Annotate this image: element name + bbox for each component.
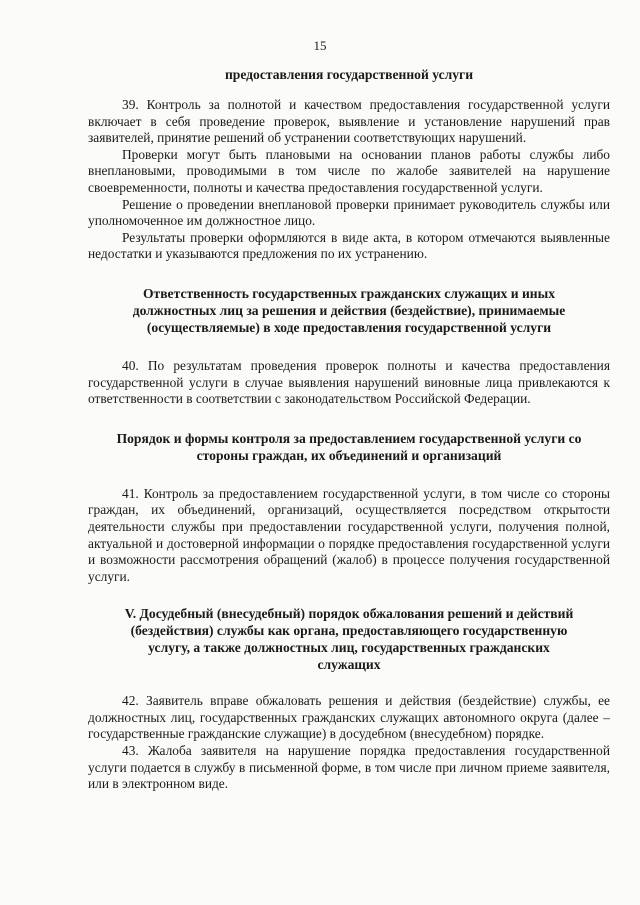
document-body (88, 66, 610, 793)
page-number: 15 (313, 38, 327, 53)
section-heading-pretrial-appeal: V. Досудебный (внесудебный) порядок обжалования решений и действий (бездействия) службы как органа, предоставляющего государственную услугу, а также должностных лиц, государственных гражданских служащих (124, 606, 574, 673)
section-heading-responsibility: Ответственность государственных гражданских служащих и иных должностных лиц за решения и действия (бездействие), принимаемые (осуществляемые) в ходе предоставления государственной услуги (132, 285, 566, 335)
paragraph-39-decision: Решение о проведении внеплановой проверки принимает руководитель службы или уполномоченное им должностное лицо. (88, 196, 610, 229)
paragraph-41: 41. Контроль за предоставлением государственной услуги, в том числе со стороны граждан, их объединений, организаций, осуществляется посредством открытости деятельности службы при предоставлении государственной услуги, получения полной, актуальной и достоверной информации о порядке предоставления государственной услуги и возможности рассмотрения обращений (жалоб) в процессе получения государственной услуги. (88, 485, 610, 584)
paragraph-42: 42. Заявитель вправе обжаловать решения и действия (бездействие) службы, ее должностных лиц, государственных гражданских служащих автономного округа (далее – государственные гражданские служащие) в досудебном (внесудебном) порядке. (88, 693, 610, 742)
heading-continuation: предоставления государственной услуги (224, 67, 474, 82)
paragraph-39-results: Результаты проверки оформляются в виде акта, в котором отмечаются выявленные недостатки и указываются предложения по их устранению. (88, 229, 610, 262)
paragraph-43: 43. Жалоба заявителя на нарушение порядка предоставления государственной услуги подается в службу в письменной форме, в том числе при личном приеме заявителя, или в электронном виде. (88, 743, 610, 792)
paragraph-39-inspections: Проверки могут быть плановыми на основании планов работы службы либо внеплановыми, проводимыми в том числе по жалобе заявителей на нарушение своевременности, полноты и качества предоставления государственной услуги. (88, 146, 610, 195)
paragraph-40: 40. По результатам проведения проверок полноты и качества предоставления государственной услуги в случае выявления нарушений виновные лица привлекаются к ответственности в соответствии с законодательством Российской Федерации. (88, 357, 610, 407)
paragraph-39: 39. Контроль за полнотой и качеством предоставления государственной услуги включает в себя проведение проверок, выявление и установление нарушений прав заявителей, принятие решений об устранении соответствующих нарушений. (88, 97, 610, 146)
section-heading-control-forms: Порядок и формы контроля за предоставлением государственной услуги со стороны граждан, их объединений и организаций (116, 430, 582, 463)
